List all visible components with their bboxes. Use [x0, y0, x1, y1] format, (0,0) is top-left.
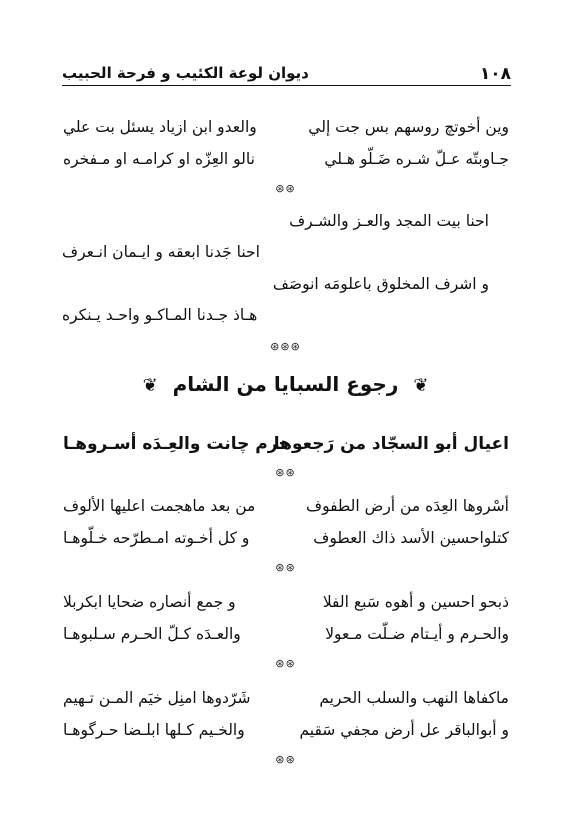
section-title: رجوع السبايا من الشام — [172, 372, 399, 396]
hemistich-first: و أبوالباقر عل أرض مجفي سَقيم — [299, 721, 509, 739]
ornament-icon: ❦ — [413, 375, 429, 396]
hemistich-first: كتلواحسين الأسد ذاك العطوف — [313, 529, 509, 547]
hemistich-first: جـاوبتّه عـلّ شـره ضَـلّو هـلي — [324, 150, 509, 168]
couplet-top-2 — [63, 150, 509, 178]
verse-separator: ⊛⊛ — [275, 753, 296, 766]
hemistich-first: ماكفاها النهب والسلب الحريم — [319, 689, 509, 707]
hemistich-first: ذبحو احسين و أهوه سَبع الفلا — [322, 593, 509, 611]
couplet-bottom-3 — [63, 593, 509, 621]
hemistich-second: والعدو ابن ازياد يسئل بت علي — [63, 118, 257, 136]
hemistich-first: والحـرم و أيـتام ضـلّت مـعولا — [325, 625, 509, 643]
hemistich-second: و جمع أنصاره ضحايا ابكربلا — [63, 593, 236, 611]
verse-separator: ⊛⊛ — [275, 561, 296, 574]
opening-couplet — [63, 434, 509, 464]
hemistich-first: وين أخوتچ روسهم بس جت إلي — [308, 118, 509, 136]
hemistich-second: والخـيم كـلها ابلـضا حـرگوهـا — [63, 721, 245, 739]
section-heading — [0, 372, 571, 396]
hemistich-second: و كل أخـوته امـطرّحه خـلّوهـا — [63, 529, 250, 547]
hemistich-second: شَرّدوها امنِل خيَم المـن تـهيم — [63, 689, 251, 707]
stanza-line-4: هـاذ جـدنا المـاكـو واحـد يـنكره — [62, 306, 258, 324]
hemistich-second: من بعد ماهجمت اعليها الألوف — [63, 497, 256, 515]
couplet-top-1 — [63, 118, 509, 146]
couplet-bottom-4 — [63, 625, 509, 653]
stanza-line-1: احنا بيت المجد والعـز والشـرف — [289, 212, 489, 230]
hemistich-second: نالو العِزّه او كرامـه او مـفخره — [63, 150, 255, 168]
verse-separator: ⊛⊛⊛ — [270, 340, 301, 353]
stanza-line-3: و اشرف المخلوق باعلومَه انوصَف — [272, 275, 489, 293]
page-header — [62, 58, 511, 86]
running-title: ديوان لوعة الكئيب و فرحة الحبيب — [62, 64, 309, 82]
ornament-icon: ❦ — [142, 375, 158, 396]
couplet-bottom-5 — [63, 689, 509, 717]
couplet-bottom-6 — [63, 721, 509, 749]
couplet-bottom-2 — [63, 529, 509, 557]
verse-separator: ⊛⊛ — [275, 466, 296, 479]
stanza-line-2: احنا جَدنا ابعقه و ايـمان انـعرف — [62, 243, 260, 261]
verse-separator: ⊛⊛ — [275, 657, 296, 670]
hemistich-second: والعـدَه كـلّ الحـرم سـلبوهـا — [63, 625, 241, 643]
page-number: ١٠٨ — [479, 64, 511, 84]
couplet-bottom-1 — [63, 497, 509, 525]
verse-separator: ⊛⊛ — [275, 182, 296, 195]
hemistich-first: أسْروها العِدَه من أرض الطفوف — [306, 497, 509, 515]
hemistich-second: حرم چانت والعِـدَه أسـروهـا — [63, 434, 291, 454]
hemistich-first: اعيال أبو السجّاد من رَجعوها — [273, 434, 509, 454]
header-rule — [62, 85, 511, 86]
